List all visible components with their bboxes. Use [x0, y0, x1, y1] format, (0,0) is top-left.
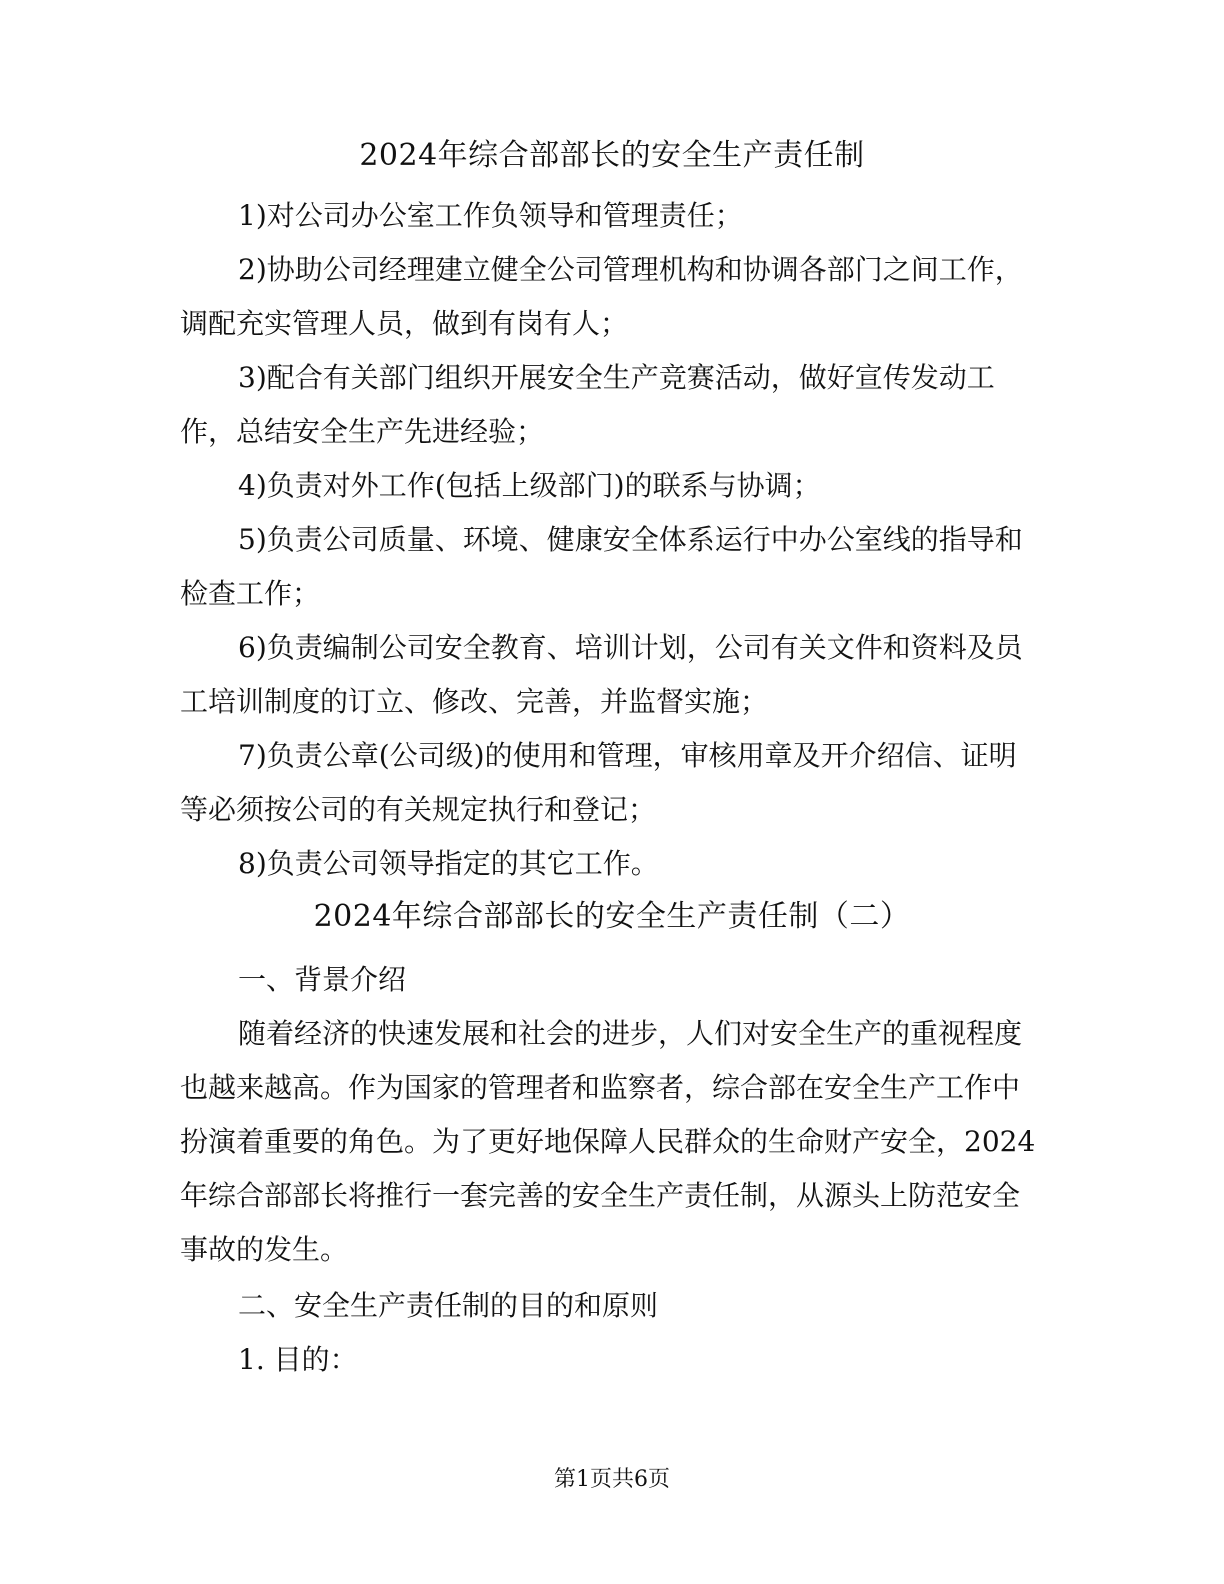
paragraph-line-3: 扮演着重要的角色。为了更好地保障人民群众的生命财产安全，2024: [180, 1125, 1036, 1158]
document-title: 2024年综合部部长的安全生产责任制: [359, 138, 865, 173]
item-3-line-2: 作，总结安全生产先进经验；: [180, 415, 545, 448]
item-6-line-1: 6)负责编制公司安全教育、培训计划，公司有关文件和资料及员: [238, 631, 1023, 664]
item-1: 1)对公司办公室工作负领导和管理责任；: [238, 199, 743, 232]
item-3-line-1: 3)配合有关部门组织开展安全生产竞赛活动，做好宣传发动工: [238, 361, 995, 394]
page-number: 第1页共6页: [554, 1467, 670, 1492]
item-4: 4)负责对外工作(包括上级部门)的联系与协调；: [238, 469, 821, 502]
sub-heading-purpose: 1. 目的：: [238, 1343, 358, 1376]
paragraph-line-2: 也越来越高。作为国家的管理者和监察者，综合部在安全生产工作中: [180, 1071, 1021, 1104]
document-title-2: 2024年综合部部长的安全生产责任制（二）: [313, 899, 911, 934]
item-2-line-1: 2)协助公司经理建立健全公司管理机构和协调各部门之间工作，: [238, 253, 1023, 286]
paragraph-line-1: 随着经济的快速发展和社会的进步，人们对安全生产的重视程度: [238, 1017, 1023, 1050]
section-heading-background: 一、背景介绍: [238, 963, 407, 996]
item-8: 8)负责公司领导指定的其它工作。: [238, 847, 659, 880]
item-6-line-2: 工培训制度的订立、修改、完善，并监督实施；: [180, 685, 769, 718]
item-7-line-2: 等必须按公司的有关规定执行和登记；: [180, 793, 657, 826]
paragraph-line-4: 年综合部部长将推行一套完善的安全生产责任制，从源头上防范安全: [180, 1179, 1021, 1212]
item-2-line-2: 调配充实管理人员，做到有岗有人；: [180, 307, 629, 340]
section-heading-purpose-principles: 二、安全生产责任制的目的和原则: [238, 1289, 659, 1322]
item-5-line-1: 5)负责公司质量、环境、健康安全体系运行中办公室线的指导和: [238, 523, 1023, 556]
item-5-line-2: 检查工作；: [180, 577, 321, 610]
item-7-line-1: 7)负责公章(公司级)的使用和管理，审核用章及开介绍信、证明: [238, 739, 1017, 772]
paragraph-line-5: 事故的发生。: [180, 1233, 349, 1266]
